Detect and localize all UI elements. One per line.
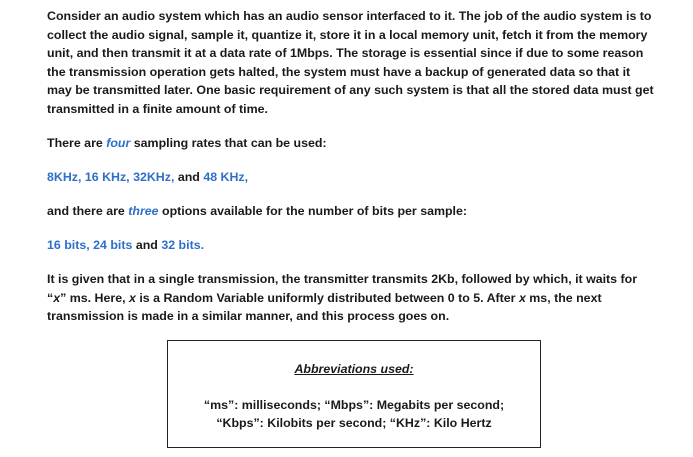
trans-text-4: ms, the next transmission is made in a similar manner, and this process goes on. [47,290,602,323]
rates-list-part2: 48 KHz, [203,170,249,184]
bits-options-intro [47,202,657,221]
rates-count: four [106,136,131,150]
transmission-paragraph [47,270,657,326]
abbreviations-title: Abbreviations used: [294,362,414,376]
sampling-rates-list [47,168,657,187]
trans-text-1: It is given that in a single transmission, the transmitter transmits 2Kb, followed by which, it waits for “ [47,272,638,305]
bits-intro-after: options available for the number of bits per sample: [158,204,468,218]
bits-count: three [128,204,159,218]
abbreviations-line-1: “ms”: milliseconds; “Mbps”: Megabits per second; [203,398,505,412]
rates-intro-after: sampling rates that can be used: [130,136,327,150]
trans-var-x2: x [128,290,136,305]
sampling-rates-intro [47,134,657,153]
trans-var-x1: x [53,290,61,305]
abbreviations-box [167,340,541,448]
abbreviations-line-2: “Kbps”: Kilobits per second; “KHz”: Kilo Hertz [216,416,492,430]
bits-options-list [47,236,657,255]
rates-intro-before: There are [47,136,107,150]
bits-intro-before: and there are [47,204,129,218]
bits-list-part2: 32 bits. [161,238,205,252]
trans-var-x3: x [518,290,526,305]
bits-list-part1: 16 bits, 24 bits [47,238,133,252]
rates-and: and [174,170,204,184]
rates-list-part1: 8KHz, 16 KHz, 32KHz, [47,170,175,184]
intro-paragraph: Consider an audio system which has an audio sensor interfaced to it. The job of the audio system is to collect the audio signal, sample it, quantize it, store it in a local memory unit, fetch it from the memory unit, and then transmit it at a data rate of 1Mbps. The storage is essential since if due to some reason the transmission operation gets halted, the system must have a backup of generated data so that it may be transmitted later. One basic requirement of any such system is that all the stored data must get transmitted in a finite amount of time. [47,9,654,116]
trans-text-2: ” ms. Here, [60,290,129,305]
bits-and: and [132,238,162,252]
trans-text-3: is a Random Variable uniformly distributed between 0 to 5. After [135,290,519,305]
